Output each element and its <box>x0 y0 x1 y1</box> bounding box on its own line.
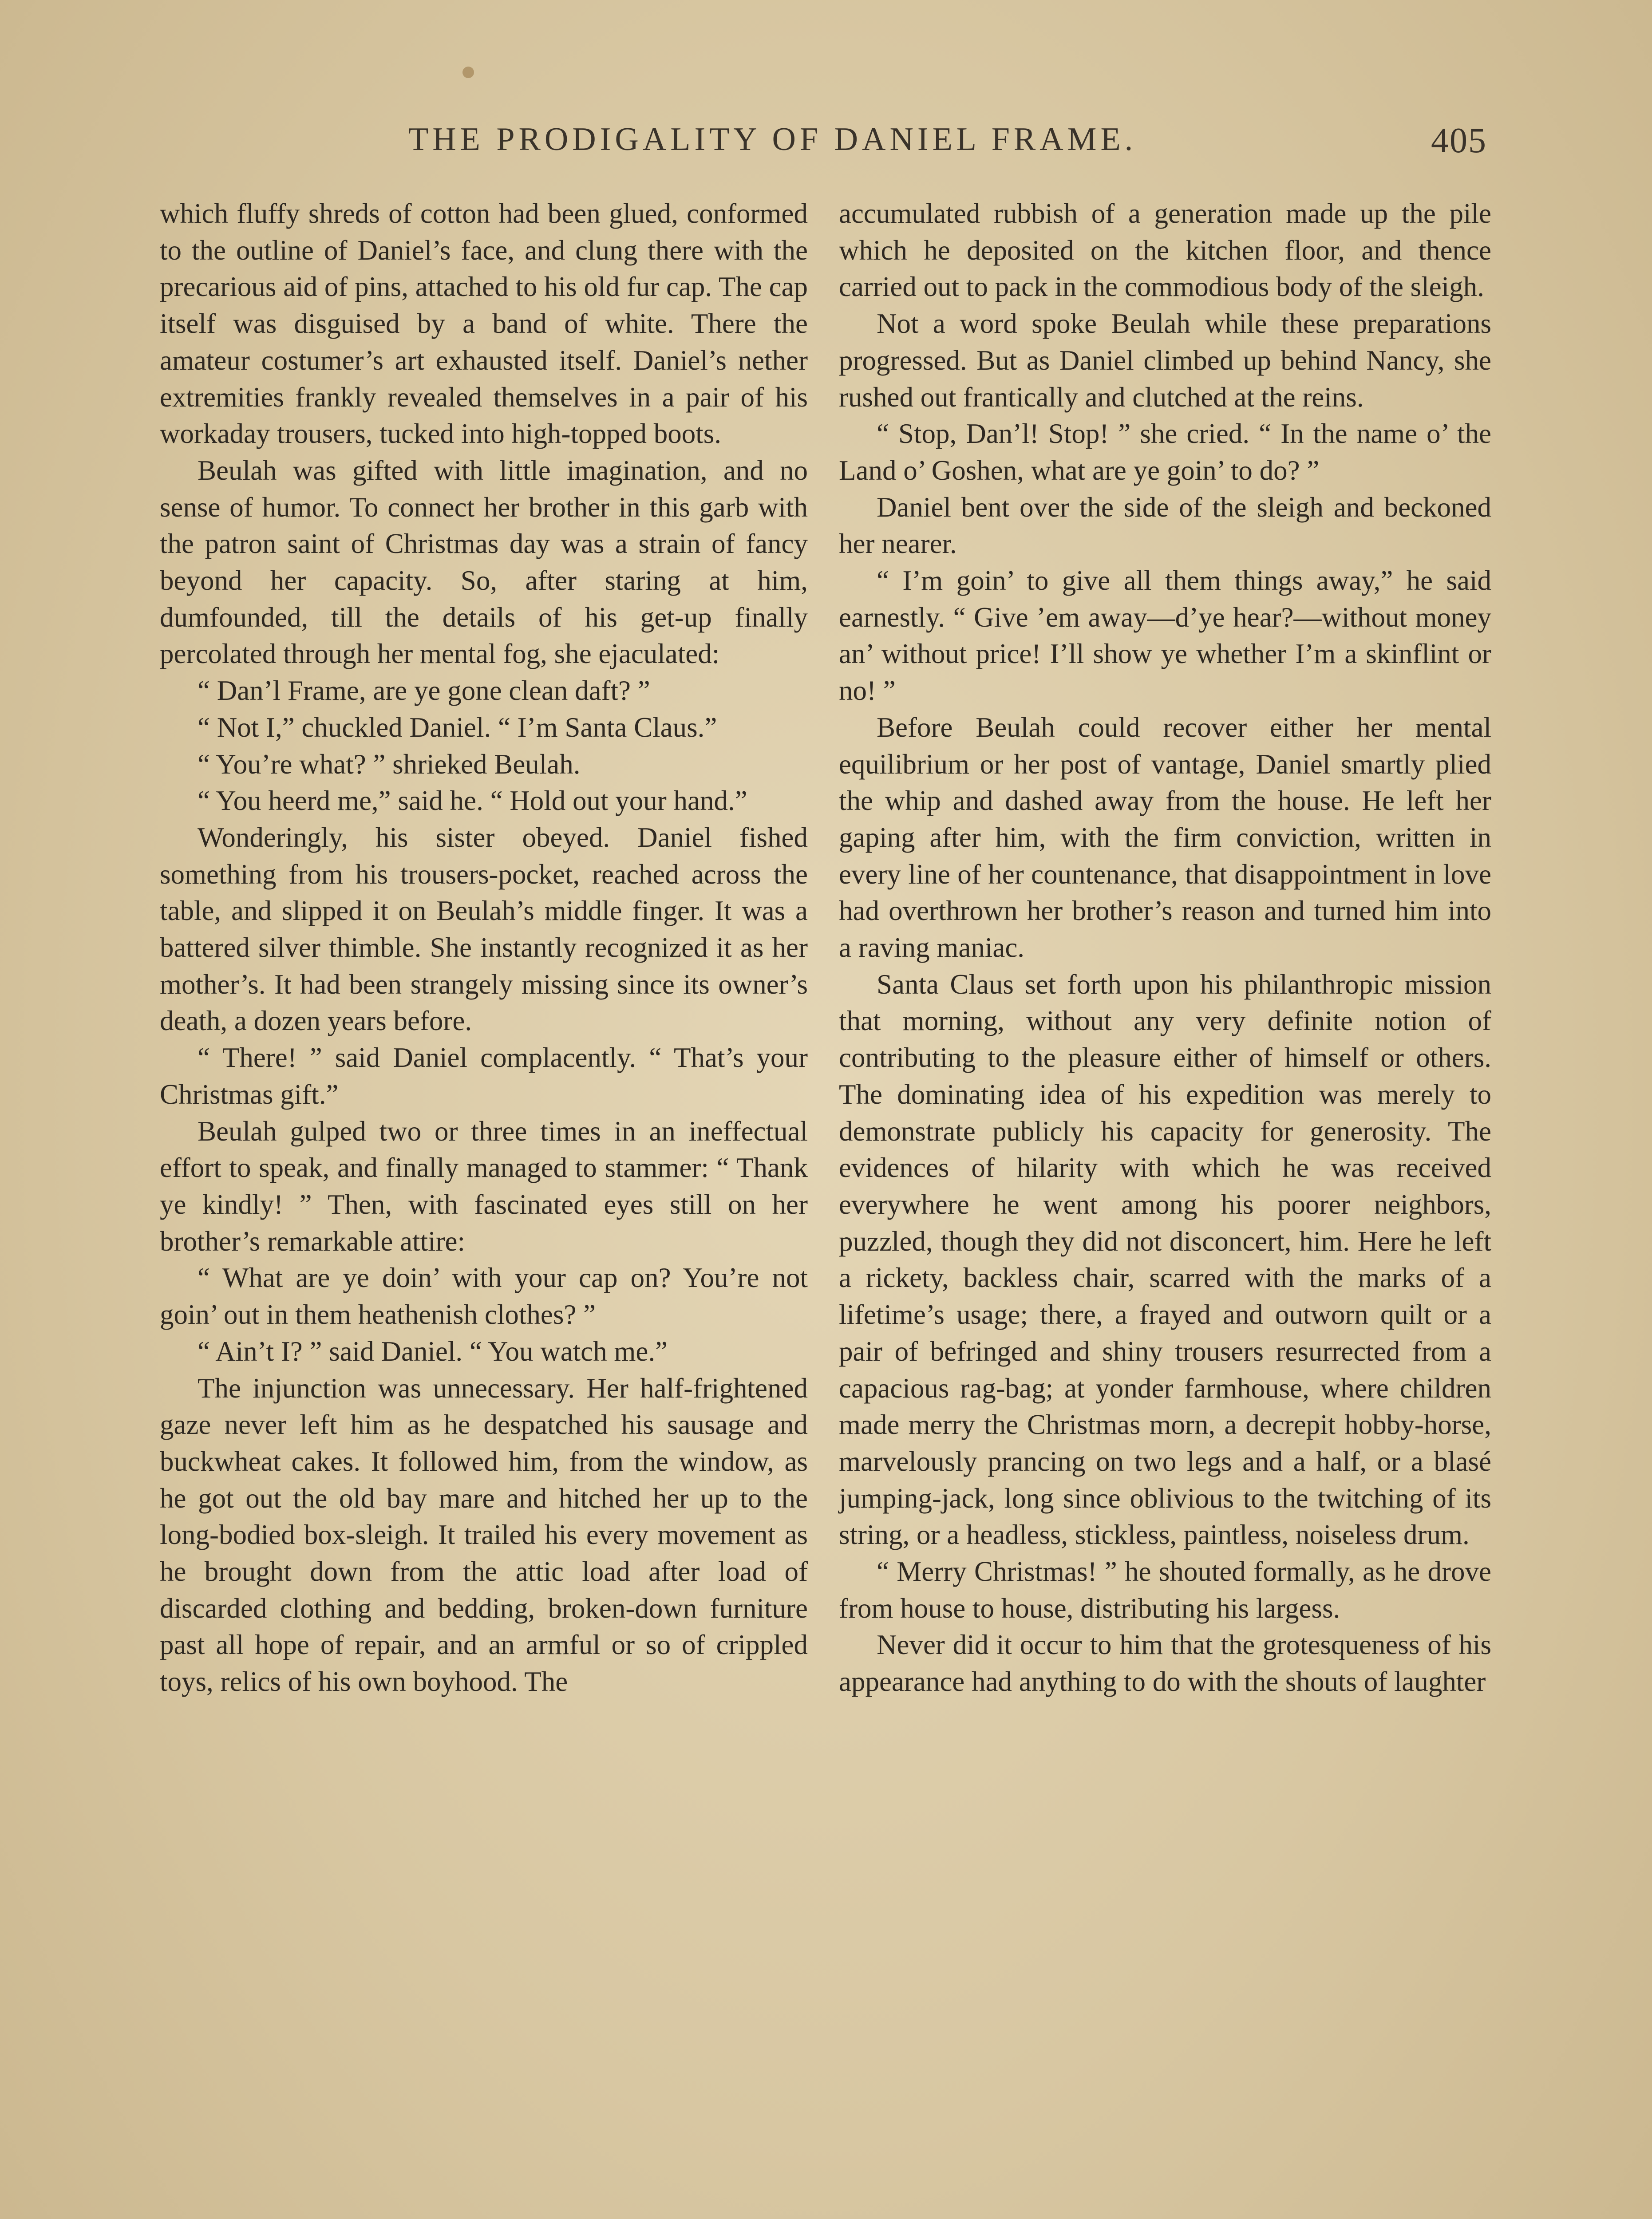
paragraph: “ There! ” said Daniel complacently. “ That’s your Christmas gift.” <box>160 1042 808 1110</box>
paragraph: Beulah gulped two or three times in an ineffectual effort to speak, and finally managed to stammer: “ Thank ye kindly! ” Then, with fascinated eyes still on her brother’s remarkable attire: <box>160 1115 808 1257</box>
paragraph: “ Merry Christmas! ” he shouted formally, as he drove from house to house, distributing his largess. <box>839 1556 1491 1624</box>
paragraph: Never did it occur to him that the grotesqueness of his appearance had anything to do with the shouts of laughter <box>839 1629 1491 1698</box>
paragraph: which fluffy shreds of cotton had been glued, conformed to the outline of Daniel’s face, and clung there with the precarious aid of pins, attached to his old fur cap. The cap itself was disguised by a band of white. There the amateur costumer’s art exhausted itself. Daniel’s nether extremities frankly revealed themselves in a pair of his workaday trousers, tucked into high-topped boots. <box>160 198 808 450</box>
page-header <box>160 116 1491 170</box>
paragraph: “ Stop, Dan’l! Stop! ” she cried. “ In the name o’ the Land o’ Goshen, what are ye goin’ to do? ” <box>839 418 1491 486</box>
right-column <box>839 195 1491 1700</box>
paragraph: Daniel bent over the side of the sleigh and beckoned her nearer. <box>839 491 1491 560</box>
paragraph: Before Beulah could recover either her mental equilibrium or her post of vantage, Daniel smartly plied the whip and dashed away from the house. He left her gaping after him, with the firm conviction, written in every line of her countenance, that disappointment in love had overthrown her brother’s reason and turned him into a raving maniac. <box>839 711 1491 963</box>
ink-spot <box>462 67 474 78</box>
paragraph: “ I’m goin’ to give all them things away,” he said earnestly. “ Give ’em away—d’ye hear?—without money an’ without price! I’ll show ye whether I’m a skinflint or no! ” <box>839 565 1491 707</box>
paragraph: The injunction was unnecessary. Her half-frightened gaze never left him as he despatched his sausage and buckwheat cakes. It followed him, from the window, as he got out the old bay mare and hitched her up to the long-bodied box-sleigh. It trailed his every movement as he brought down from the attic load after load of discarded clothing and bedding, broken-down furniture past all hope of repair, and an armful or so of crippled toys, relics of his own boyhood. The <box>160 1372 808 1698</box>
paragraph: Santa Claus set forth upon his philanthropic mission that morning, without any very definite notion of contributing to the pleasure either of himself or others. The dominating idea of his expedition was merely to demonstrate publicly his capacity for generosity. The evidences of hilarity with which he was received everywhere he went among his poorer neighbors, puzzled, though they did not disconcert, him. Here he left a rickety, backless chair, scarred with the marks of a lifetime’s usage; there, a frayed and outworn quilt or a pair of befringed and shiny trousers resurrected from a capacious rag-bag; at yonder farmhouse, where children made merry the Christmas morn, a decrepit hobby-horse, marvelously prancing on two legs and a half, or a blasé jumping-jack, long since oblivious to the twitching of its string, or a headless, stickless, paintless, noiseless drum. <box>839 968 1491 1551</box>
paragraph: Beulah was gifted with little imagination, and no sense of humor. To connect her brother in this garb with the patron saint of Christmas day was a strain of fancy beyond her capacity. So, after staring at him, dumfounded, till the details of his get-up finally percolated through her mental fog, she ejaculated: <box>160 454 808 670</box>
running-title: THE PRODIGALITY OF DANIEL FRAME. <box>408 121 1137 158</box>
paragraph: “ You heerd me,” said he. “ Hold out your hand.” <box>198 785 747 817</box>
page-number: 405 <box>1431 121 1487 160</box>
paragraph: Wonderingly, his sister obeyed. Daniel fished something from his trousers-pocket, reached across the table, and slipped it on Beulah’s middle finger. It was a battered silver thimble. She instantly recognized it as her mother’s. It had been strangely missing since its owner’s death, a dozen years before. <box>160 821 808 1037</box>
left-column <box>160 195 808 1700</box>
paragraph: “ Ain’t I? ” said Daniel. “ You watch me.” <box>198 1335 668 1367</box>
paragraph: “ Not I,” chuckled Daniel. “ I’m Santa Claus.” <box>198 711 717 743</box>
paragraph: “ Dan’l Frame, are ye gone clean daft? ” <box>198 675 650 707</box>
paragraph: “ What are ye doin’ with your cap on? You’re not goin’ out in them heathenish clothes? ” <box>160 1262 808 1331</box>
paragraph: accumulated rubbish of a generation made up the pile which he deposited on the kitchen floor, and thence carried out to pack in the commodious body of the sleigh. <box>839 198 1491 303</box>
paragraph: Not a word spoke Beulah while these preparations progressed. But as Daniel climbed up behind Nancy, she rushed out frantically and clutched at the reins. <box>839 308 1491 413</box>
paragraph: “ You’re what? ” shrieked Beulah. <box>198 748 581 780</box>
